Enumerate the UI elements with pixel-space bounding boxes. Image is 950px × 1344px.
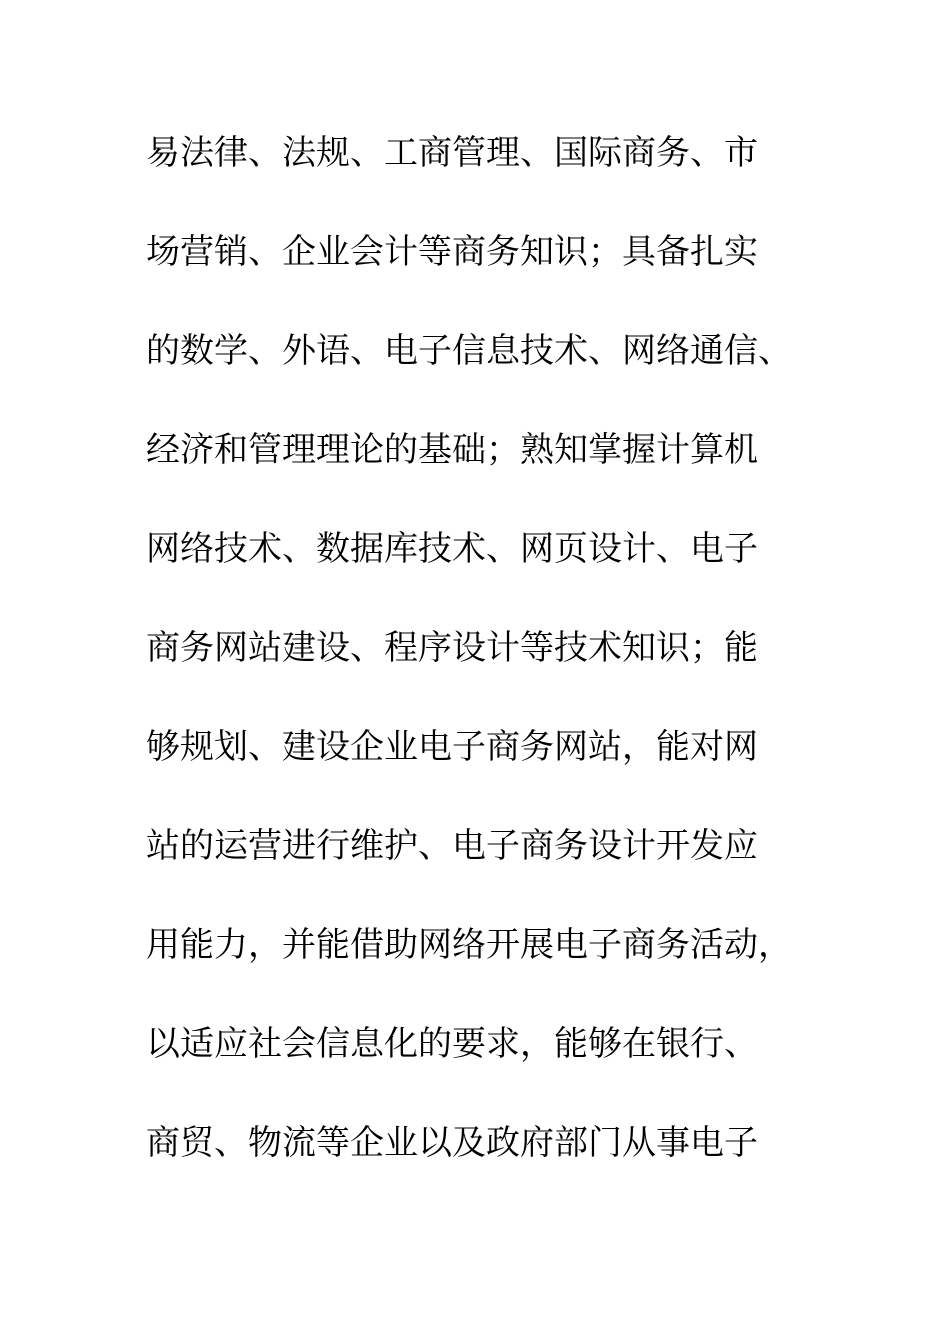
text-line: 易法律、法规、工商管理、国际商务、市 (146, 133, 758, 173)
text-line: 以适应社会信息化的要求，能够在银行、 (146, 1024, 758, 1064)
text-line: 场营销、企业会计等商务知识；具备扎实 (146, 232, 758, 272)
text-line: 用能力，并能借助网络开展电子商务活动， (146, 925, 792, 965)
text-line: 商贸、物流等企业以及政府部门从事电子 (146, 1123, 758, 1163)
text-line: 够规划、建设企业电子商务网站，能对网 (146, 727, 758, 767)
text-line: 网络技术、数据库技术、网页设计、电子 (146, 529, 758, 569)
body-paragraph (146, 124, 826, 1213)
text-line: 经济和管理理论的基础；熟知掌握计算机 (146, 430, 758, 470)
text-line: 站的运营进行维护、电子商务设计开发应 (146, 826, 758, 866)
text-line: 的数学、外语、电子信息技术、网络通信、 (146, 331, 792, 371)
text-line: 商务网站建设、程序设计等技术知识；能 (146, 628, 758, 668)
